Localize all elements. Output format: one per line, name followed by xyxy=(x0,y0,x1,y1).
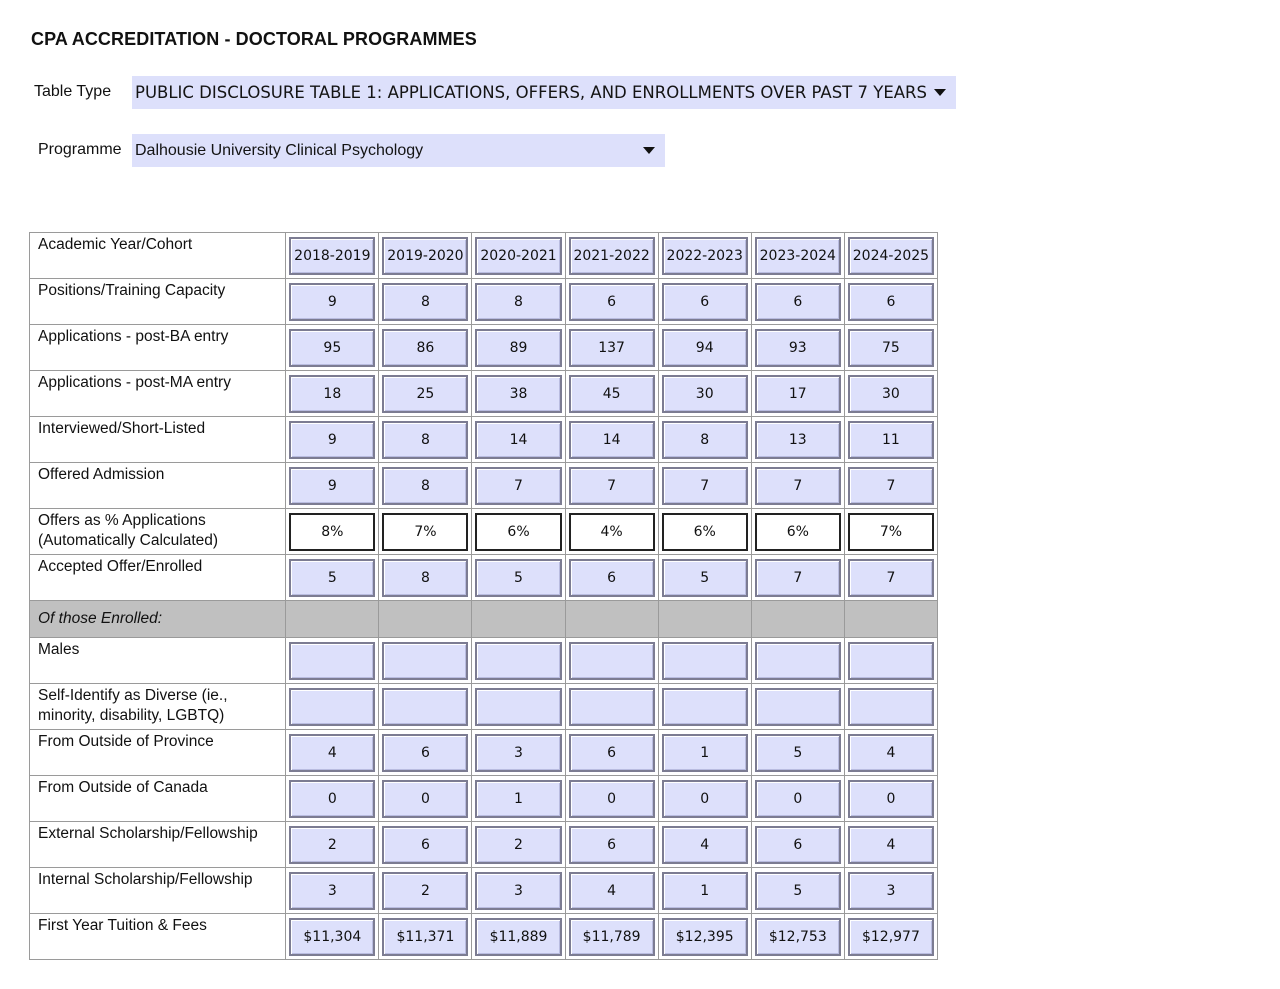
input-cell[interactable]: 8 xyxy=(475,283,561,321)
table-row xyxy=(30,279,938,325)
table-row xyxy=(30,325,938,371)
input-cell[interactable]: 7 xyxy=(475,467,561,505)
input-cell[interactable] xyxy=(569,642,655,680)
input-cell[interactable]: 3 xyxy=(289,872,375,910)
disclosure-table xyxy=(29,232,938,960)
year-cell: 2023-2024 xyxy=(755,237,841,275)
table-row xyxy=(30,914,938,960)
input-cell[interactable]: 6 xyxy=(848,283,934,321)
chevron-down-icon[interactable] xyxy=(934,89,946,96)
input-cell[interactable]: 6 xyxy=(569,734,655,772)
row-label: Males xyxy=(30,638,286,684)
calculated-cell: 8% xyxy=(289,513,375,551)
section-cell xyxy=(472,601,565,638)
input-cell[interactable] xyxy=(755,642,841,680)
input-cell[interactable]: 7 xyxy=(848,467,934,505)
row-label: Internal Scholarship/Fellowship xyxy=(30,868,286,914)
input-cell[interactable]: $11,304 xyxy=(289,918,375,956)
input-cell[interactable]: 6 xyxy=(569,283,655,321)
row-label: From Outside of Canada xyxy=(30,776,286,822)
table-row xyxy=(30,868,938,914)
input-cell[interactable]: 1 xyxy=(662,872,748,910)
input-cell[interactable]: 75 xyxy=(848,329,934,367)
input-cell[interactable]: $12,753 xyxy=(755,918,841,956)
input-cell[interactable]: 8 xyxy=(382,283,468,321)
calculated-cell: 6% xyxy=(755,513,841,551)
table-row xyxy=(30,509,938,555)
input-cell[interactable]: 94 xyxy=(662,329,748,367)
section-cell xyxy=(751,601,844,638)
input-cell[interactable]: 25 xyxy=(382,375,468,413)
row-label: Offers as % Applications (Automatically Calculated) xyxy=(30,509,286,555)
table-type-label: Table Type xyxy=(34,83,112,100)
input-cell[interactable]: 3 xyxy=(475,872,561,910)
row-label: Self-Identify as Diverse (ie., minority, disability, LGBTQ) xyxy=(30,684,286,730)
input-cell[interactable]: 4 xyxy=(569,872,655,910)
year-cell: 2019-2020 xyxy=(382,237,468,275)
input-cell[interactable]: 0 xyxy=(289,780,375,818)
calculated-cell: 7% xyxy=(848,513,934,551)
input-cell[interactable]: 5 xyxy=(755,734,841,772)
year-cell: 2022-2023 xyxy=(662,237,748,275)
table-row xyxy=(30,555,938,601)
section-cell xyxy=(565,601,658,638)
programme-dropdown[interactable] xyxy=(132,134,665,167)
section-row xyxy=(30,601,938,638)
input-cell[interactable]: 8 xyxy=(662,421,748,459)
input-cell[interactable]: 5 xyxy=(662,559,748,597)
section-cell xyxy=(658,601,751,638)
table-row xyxy=(30,822,938,868)
table-row xyxy=(30,417,938,463)
calculated-cell: 4% xyxy=(569,513,655,551)
input-cell[interactable]: 1 xyxy=(475,780,561,818)
input-cell[interactable] xyxy=(289,688,375,726)
input-cell[interactable]: 30 xyxy=(848,375,934,413)
input-cell[interactable]: 5 xyxy=(755,872,841,910)
input-cell[interactable] xyxy=(382,642,468,680)
table-row xyxy=(30,730,938,776)
input-cell[interactable]: 9 xyxy=(289,467,375,505)
row-label: Applications - post-BA entry xyxy=(30,325,286,371)
input-cell[interactable]: 0 xyxy=(755,780,841,818)
input-cell[interactable]: 95 xyxy=(289,329,375,367)
input-cell[interactable]: 93 xyxy=(755,329,841,367)
input-cell[interactable]: 14 xyxy=(569,421,655,459)
input-cell[interactable]: 6 xyxy=(382,826,468,864)
row-label: From Outside of Province xyxy=(30,730,286,776)
input-cell[interactable]: 8 xyxy=(382,467,468,505)
year-cell: 2021-2022 xyxy=(569,237,655,275)
row-label: Positions/Training Capacity xyxy=(30,279,286,325)
year-cell: 2024-2025 xyxy=(848,237,934,275)
section-cell xyxy=(286,601,379,638)
input-cell[interactable]: $11,371 xyxy=(382,918,468,956)
input-cell[interactable]: 7 xyxy=(755,467,841,505)
input-cell[interactable]: 0 xyxy=(382,780,468,818)
input-cell[interactable]: $12,395 xyxy=(662,918,748,956)
input-cell[interactable]: 18 xyxy=(289,375,375,413)
year-cell: 2018-2019 xyxy=(289,237,375,275)
input-cell[interactable]: 6 xyxy=(382,734,468,772)
input-cell[interactable] xyxy=(755,688,841,726)
input-cell[interactable]: 6 xyxy=(755,283,841,321)
programme-value: Dalhousie University Clinical Psychology xyxy=(135,141,424,159)
calculated-cell: 7% xyxy=(382,513,468,551)
input-cell[interactable]: 5 xyxy=(289,559,375,597)
input-cell[interactable]: 4 xyxy=(848,734,934,772)
input-cell[interactable]: 4 xyxy=(289,734,375,772)
input-cell[interactable]: 0 xyxy=(848,780,934,818)
input-cell[interactable]: 89 xyxy=(475,329,561,367)
page-title: CPA ACCREDITATION - DOCTORAL PROGRAMMES xyxy=(31,29,477,49)
input-cell[interactable] xyxy=(848,642,934,680)
header-label: Academic Year/Cohort xyxy=(30,233,286,279)
row-label: First Year Tuition & Fees xyxy=(30,914,286,960)
input-cell[interactable]: 137 xyxy=(569,329,655,367)
input-cell[interactable]: 6 xyxy=(755,826,841,864)
input-cell[interactable]: 7 xyxy=(755,559,841,597)
input-cell[interactable]: 8 xyxy=(382,421,468,459)
input-cell[interactable]: 7 xyxy=(662,467,748,505)
input-cell[interactable]: 6 xyxy=(662,283,748,321)
input-cell[interactable]: 38 xyxy=(475,375,561,413)
section-cell xyxy=(379,601,472,638)
input-cell[interactable] xyxy=(848,688,934,726)
row-label: Accepted Offer/Enrolled xyxy=(30,555,286,601)
input-cell[interactable]: 6 xyxy=(569,826,655,864)
input-cell[interactable]: 2 xyxy=(289,826,375,864)
input-cell[interactable] xyxy=(475,642,561,680)
calculated-cell: 6% xyxy=(475,513,561,551)
input-cell[interactable]: 30 xyxy=(662,375,748,413)
input-cell[interactable]: 4 xyxy=(848,826,934,864)
input-cell[interactable]: 0 xyxy=(662,780,748,818)
input-cell[interactable]: 13 xyxy=(755,421,841,459)
table-header-row xyxy=(30,233,938,279)
input-cell[interactable]: 2 xyxy=(382,872,468,910)
row-label: Interviewed/Short-Listed xyxy=(30,417,286,463)
table-row xyxy=(30,638,938,684)
input-cell[interactable] xyxy=(662,642,748,680)
input-cell[interactable]: 3 xyxy=(475,734,561,772)
row-label: Offered Admission xyxy=(30,463,286,509)
input-cell[interactable]: 14 xyxy=(475,421,561,459)
row-label: External Scholarship/Fellowship xyxy=(30,822,286,868)
input-cell[interactable]: 7 xyxy=(848,559,934,597)
programme-label: Programme xyxy=(38,141,122,158)
section-label: Of those Enrolled: xyxy=(30,601,286,638)
input-cell[interactable]: 9 xyxy=(289,421,375,459)
table-type-value: PUBLIC DISCLOSURE TABLE 1: APPLICATIONS, OFFERS, AND ENROLLMENTS OVER PAST 7 YEARS xyxy=(135,83,927,102)
table-row xyxy=(30,684,938,730)
input-cell[interactable]: 45 xyxy=(569,375,655,413)
calculated-cell: 6% xyxy=(662,513,748,551)
input-cell[interactable]: 8 xyxy=(382,559,468,597)
input-cell[interactable]: 7 xyxy=(569,467,655,505)
input-cell[interactable]: 86 xyxy=(382,329,468,367)
input-cell[interactable]: 4 xyxy=(662,826,748,864)
input-cell[interactable]: $12,977 xyxy=(848,918,934,956)
input-cell[interactable] xyxy=(569,688,655,726)
year-cell: 2020-2021 xyxy=(475,237,561,275)
input-cell[interactable]: $11,889 xyxy=(475,918,561,956)
input-cell[interactable] xyxy=(289,642,375,680)
input-cell[interactable]: 11 xyxy=(848,421,934,459)
table-row xyxy=(30,463,938,509)
chevron-down-icon[interactable] xyxy=(643,147,655,154)
input-cell[interactable]: 0 xyxy=(569,780,655,818)
input-cell[interactable]: 9 xyxy=(289,283,375,321)
section-cell xyxy=(844,601,937,638)
input-cell[interactable]: 5 xyxy=(475,559,561,597)
input-cell[interactable]: 3 xyxy=(848,872,934,910)
input-cell[interactable]: 2 xyxy=(475,826,561,864)
table-row xyxy=(30,776,938,822)
row-label: Applications - post-MA entry xyxy=(30,371,286,417)
table-type-dropdown[interactable] xyxy=(132,76,956,109)
input-cell[interactable]: 1 xyxy=(662,734,748,772)
input-cell[interactable] xyxy=(662,688,748,726)
table-row xyxy=(30,371,938,417)
input-cell[interactable]: 6 xyxy=(569,559,655,597)
input-cell[interactable] xyxy=(475,688,561,726)
input-cell[interactable]: $11,789 xyxy=(569,918,655,956)
input-cell[interactable]: 17 xyxy=(755,375,841,413)
input-cell[interactable] xyxy=(382,688,468,726)
